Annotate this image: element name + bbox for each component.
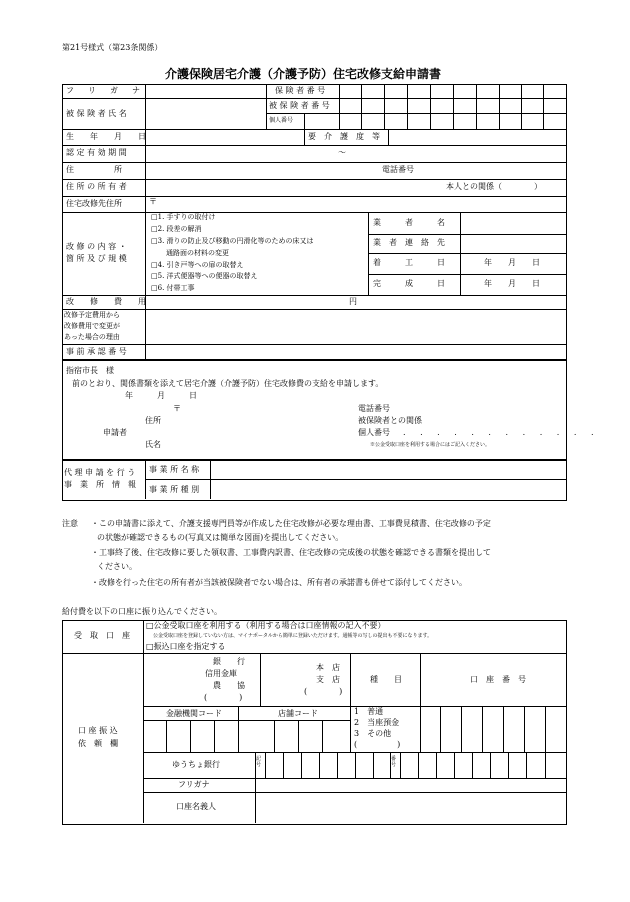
reason-label-2: 改修費用で変更が: [64, 322, 120, 330]
applicant-name-label: 氏名: [145, 440, 161, 449]
item-toilet-checkbox[interactable]: □5. 洋式便器等への便器の取替え: [151, 272, 258, 280]
birthdate-label: 生 年 月 日: [66, 132, 146, 141]
insured-number-label: 被 保 険 者 番 号: [269, 101, 330, 110]
address-field[interactable]: [146, 163, 565, 178]
public-account-option[interactable]: □公金受取口座を利用する（利用する場合は口座情報の記入不要）: [146, 621, 386, 630]
branch-paren: ( ): [304, 687, 343, 696]
cost-field[interactable]: [146, 296, 565, 308]
holder-label: 口座名義人: [176, 802, 216, 811]
cost-label: 改 修 費 用: [66, 297, 146, 306]
bank-paren: ( ): [204, 693, 243, 702]
transfer-label-2: 依 頼 欄: [78, 739, 118, 748]
note-line-2: の状態が確認できるもの(写真又は簡単な図面)を提出してください。: [97, 533, 344, 542]
start-label: 着 工 日: [373, 258, 445, 267]
furigana-label: フ リ ガ ナ: [66, 86, 143, 95]
receive-label: 受 取 口 座: [74, 631, 130, 640]
finish-date[interactable]: 年 月 日: [484, 279, 540, 288]
addressee: 指宿市長 様: [66, 366, 114, 375]
account-number-field[interactable]: [421, 707, 565, 751]
postal-mark: 〒: [149, 197, 157, 206]
owner-field[interactable]: [146, 180, 565, 195]
application-date[interactable]: 年 月 日: [125, 391, 197, 400]
insured-name-field[interactable]: [146, 99, 265, 128]
agent-label-2: 事 業 所 情 報: [64, 480, 136, 489]
item-handrail-checkbox[interactable]: □1. 手すりの取付け: [151, 213, 216, 221]
form-number: 第21号様式（第23条関係）: [62, 43, 163, 52]
note-line-3: ・工事終了後、住宅改修に要した領収書、工事費内訳書、住宅改修の完成後の状態を確認できる書類を提出して: [91, 548, 491, 557]
account-number-label: 口 座 番 号: [470, 675, 526, 684]
office-name-field[interactable]: [211, 460, 565, 478]
branch-kind-main: 本 店: [316, 663, 340, 672]
bank-name-field[interactable]: [144, 654, 204, 705]
bank-kind-bank: 銀 行: [213, 657, 245, 666]
contractor-contact-label: 業 者 連 絡 先: [373, 238, 445, 247]
kigou-label: 記号: [256, 756, 262, 768]
insured-number-field[interactable]: [340, 99, 565, 112]
contractor-label: 業 者 名: [373, 218, 445, 227]
relation-label: 本人との関係（ ）: [446, 182, 542, 191]
address-label: 住 所: [66, 165, 122, 174]
bangou-label: 番号: [391, 756, 397, 768]
content-label-1: 改 修 の 内 容 ・: [66, 242, 127, 251]
personal-number-field[interactable]: [305, 114, 565, 128]
insurer-number-field[interactable]: [340, 85, 565, 97]
office-name-label: 事 業 所 名 称: [149, 465, 200, 474]
transfer-label-1: 口 座 振 込: [78, 726, 118, 735]
yen-mark: 円: [349, 297, 357, 306]
applicant-personal-number-dots[interactable]: . . . . . . . . . . . .: [403, 428, 600, 437]
statement: 前のとおり、関係書類を添えて居宅介護（介護予防）住宅改修費の支給を申請します。: [72, 379, 384, 388]
applicant-address-label: 住所: [145, 416, 161, 425]
item-step-checkbox[interactable]: □2. 段差の解消: [151, 225, 202, 233]
yucho-label: ゆうちょ銀行: [172, 760, 220, 769]
applicant-personal-number-label: 個人番号: [358, 428, 390, 437]
applicant-note: ※公金受取口座を利用する場合にはご記入ください。: [370, 442, 491, 448]
account-type-3[interactable]: 3 その他: [354, 729, 392, 738]
yucho-kigou-field[interactable]: [266, 753, 389, 777]
renovation-address-field[interactable]: [146, 197, 565, 211]
yucho-bangou-field[interactable]: [401, 753, 565, 777]
notes-heading: 注意: [62, 519, 78, 528]
renovation-address-label: 住宅改修先住所: [66, 199, 122, 208]
phone-label: 電話番号: [382, 165, 414, 174]
validity-separator: ～: [338, 148, 346, 157]
approval-label: 事 前 承 認 番 号: [66, 347, 127, 356]
item-floor-continued: 通路面の材料の変更: [166, 249, 229, 257]
branch-code-field[interactable]: [262, 721, 349, 751]
insurer-number-label: 保 険 者 番 号: [275, 86, 326, 95]
holder-furigana-field[interactable]: [256, 779, 565, 791]
birthdate-field[interactable]: [146, 130, 303, 144]
public-account-note: 公金受取口座を登録していない方は、マイナポータルから簡単に登録いただけます。通帳等の写しの提出も不要になります。: [153, 633, 433, 639]
note-line-4: ください。: [97, 562, 137, 571]
item-extra-checkbox[interactable]: □6. 付帯工事: [151, 284, 195, 292]
content-label-2: 箇 所 及 び 規 模: [66, 254, 127, 263]
validity-period-field[interactable]: [146, 146, 565, 161]
approval-field[interactable]: [146, 345, 565, 358]
care-level-label: 要 介 護 度 等: [308, 132, 380, 141]
page-title: 介護保険居宅介護（介護予防）住宅改修支給申請書: [165, 67, 442, 81]
applicant-label: 申請者: [103, 428, 127, 437]
agent-label-1: 代 理 申 請 を 行 う: [64, 468, 136, 477]
owner-label: 住 所 の 所 有 者: [66, 182, 127, 191]
application-box: [62, 359, 567, 461]
office-type-label: 事 業 所 種 別: [149, 485, 200, 494]
contractor-contact-field[interactable]: [461, 235, 565, 252]
applicant-postal-mark: 〒: [173, 404, 181, 413]
type-label: 種 目: [370, 675, 402, 684]
item-floor-checkbox[interactable]: □3. 滑りの防止及び移動の円滑化等のための床又は: [151, 237, 314, 245]
institution-code-label: 金融機関コード: [166, 709, 222, 718]
care-level-field[interactable]: [389, 130, 565, 144]
applicant-phone-label: 電話番号: [358, 404, 390, 413]
applicant-relation-label: 被保険者との関係: [358, 416, 422, 425]
start-date[interactable]: 年 月 日: [484, 258, 540, 267]
office-type-field[interactable]: [211, 480, 565, 498]
bank-intro: 給付費を以下の口座に振り込んでください。: [62, 607, 222, 616]
transfer-account-option[interactable]: □振込口座を指定する: [146, 642, 226, 651]
account-type-other: ( ): [354, 740, 401, 749]
branch-code-label: 店舗コード: [278, 709, 318, 718]
bank-kind-shinkin: 信用金庫: [205, 669, 237, 678]
item-door-checkbox[interactable]: □4. 引き戸等への扉の取替え: [151, 261, 244, 269]
account-type-1[interactable]: 1 普通: [354, 707, 384, 716]
insured-name-label: 被 保 険 者 氏 名: [66, 109, 127, 118]
reason-label-1: 改修予定費用から: [64, 311, 120, 319]
personal-number-label: 個人番号: [269, 117, 294, 124]
note-line-5: ・改修を行った住宅の所有者が当該被保険者でない場合は、所有者の承諾書も併せて添付してください。: [91, 578, 467, 587]
branch-kind-branch: 支 店: [316, 675, 340, 684]
holder-name-field[interactable]: [256, 793, 565, 822]
finish-label: 完 成 日: [373, 279, 445, 288]
furigana-field[interactable]: [146, 85, 265, 97]
validity-period-label: 認 定 有 効 期 間: [66, 148, 127, 157]
note-line-1: ・この申請書に添えて、介護支援専門員等が作成した住宅改修が必要な理由書、工事費見積書、住宅改修の予定: [91, 519, 491, 528]
bank-kind-nokyo: 農 協: [213, 681, 245, 690]
institution-code-field[interactable]: [144, 721, 237, 751]
holder-furigana-label: フリガナ: [178, 780, 210, 789]
branch-name-field[interactable]: [261, 654, 311, 705]
account-type-2[interactable]: 2 当座預金: [354, 718, 400, 727]
reason-label-3: あった場合の理由: [64, 333, 120, 341]
contractor-field[interactable]: [461, 213, 565, 233]
reason-field[interactable]: [146, 310, 565, 343]
